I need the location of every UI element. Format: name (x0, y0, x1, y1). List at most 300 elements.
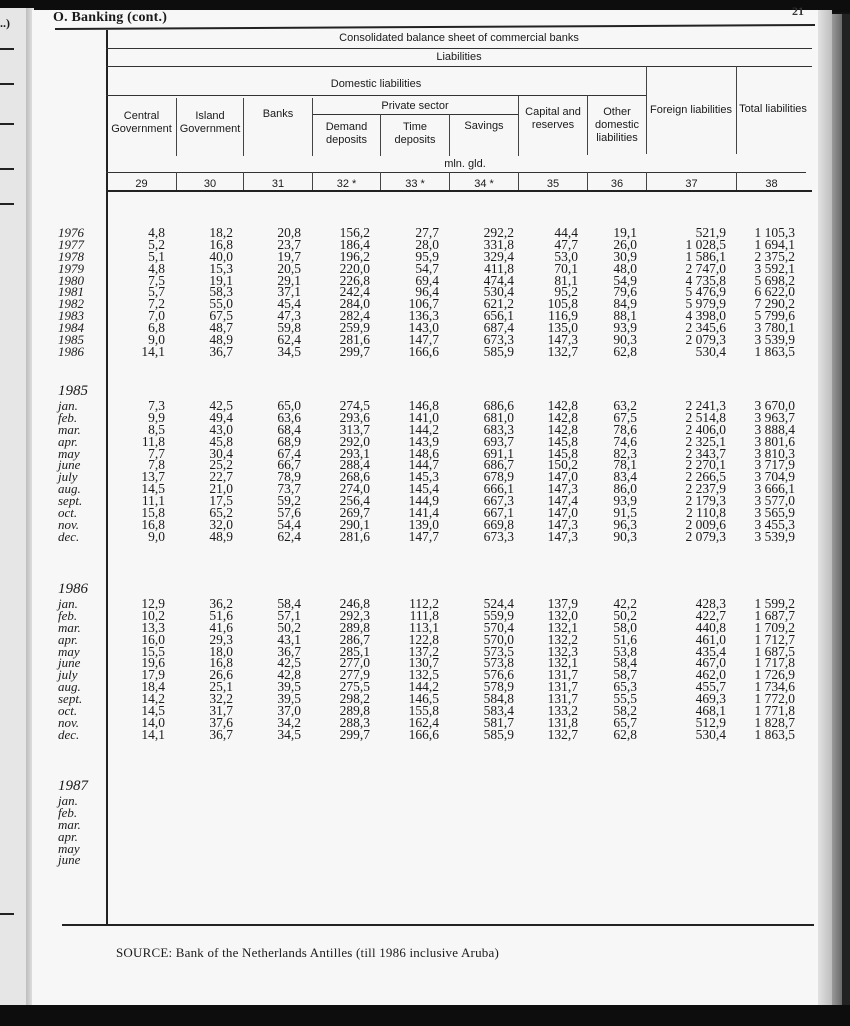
data-column (582, 227, 637, 358)
table-cell: 58,2 (613, 703, 637, 719)
row-label: jan. (58, 398, 78, 413)
source-note: SOURCE: Bank of the Netherlands Antilles (till 1986 inclusive Aruba) (116, 945, 499, 960)
row-label: aug. (58, 481, 81, 497)
table-cell: 132,5 (408, 667, 439, 683)
table-cell: 148,6 (408, 445, 439, 461)
table-cell: 58,4 (613, 655, 637, 671)
table-cell: 62,8 (613, 343, 637, 359)
page-stack-edge (832, 14, 842, 1008)
row-label: nov. (58, 714, 80, 730)
table-cell: 16,8 (209, 655, 233, 671)
table-cell: 36,7 (209, 343, 233, 359)
table-cell: 2 266,5 (685, 469, 726, 485)
table-cell: 1 828,7 (754, 714, 795, 730)
data-column (518, 227, 578, 358)
table-cell: 277,0 (339, 655, 370, 671)
table-cell: 1 709,2 (754, 619, 795, 635)
page-number: 21 (792, 4, 804, 18)
table-cell: 59,8 (277, 320, 301, 336)
table-cell: 147,3 (547, 516, 578, 532)
table-cell: 9,0 (148, 332, 165, 348)
table-cell: 3 801,6 (754, 433, 795, 449)
col-number: 35 (546, 178, 560, 190)
table-cell: 242,4 (339, 284, 370, 300)
table-cell: 142,8 (547, 409, 578, 425)
data-column (646, 400, 726, 543)
table-cell: 269,7 (339, 505, 370, 521)
table-cell: 84,9 (613, 296, 637, 312)
table-cell: 13,7 (141, 469, 165, 485)
row-label: june (58, 852, 81, 868)
table-cell: 435,4 (695, 643, 726, 659)
data-column (310, 227, 370, 358)
table-cell: 68,9 (277, 433, 301, 449)
table-cell: 27,7 (415, 225, 439, 240)
table-cell: 41,6 (209, 619, 233, 635)
table-cell: 145,8 (547, 445, 578, 461)
table-cell: 137,9 (547, 596, 578, 611)
table-cell: 40,0 (209, 248, 233, 264)
table-cell: 293,6 (339, 409, 370, 425)
table-cell: 29,1 (277, 272, 301, 288)
table-cell: 39,5 (277, 691, 301, 707)
table-cell: 1 863,5 (754, 343, 795, 359)
group-private-label: Private sector (381, 100, 449, 112)
table-cell: 15,5 (141, 643, 165, 659)
table-cell: 289,8 (339, 703, 370, 719)
header-rule (106, 172, 806, 173)
table-cell: 50,2 (613, 607, 637, 623)
col-header-total: Total liabilities (739, 103, 807, 115)
table-cell: 29,3 (209, 631, 233, 647)
table-cell: 147,0 (547, 505, 578, 521)
row-label: may (58, 445, 80, 461)
table-cell: 3 670,0 (754, 398, 795, 413)
table-cell: 42,2 (613, 596, 637, 611)
table-cell: 28,0 (415, 236, 439, 252)
table-cell: 2 179,3 (685, 493, 726, 509)
row-label: jan. (58, 793, 78, 808)
table-cell: 1 028,5 (685, 236, 726, 252)
table-cell: 131,7 (547, 679, 578, 695)
table-cell: 428,3 (695, 596, 726, 611)
table-cell: 135,0 (547, 320, 578, 336)
table-cell: 274,0 (339, 481, 370, 497)
table-cell: 687,4 (483, 320, 514, 336)
header-bottom-rule (106, 190, 812, 192)
table-cell: 246,8 (339, 596, 370, 611)
table-cell: 1 687,5 (754, 643, 795, 659)
table-cell: 36,7 (209, 726, 233, 742)
col-header-foreign: Foreign liabilities (650, 104, 732, 116)
table-cell: 259,9 (339, 320, 370, 336)
table-cell: 669,8 (483, 516, 514, 532)
table-cell: 7,5 (148, 272, 165, 288)
header-rule (106, 48, 812, 49)
data-column (173, 598, 233, 741)
data-column (105, 598, 165, 741)
data-column (646, 227, 726, 358)
table-cell: 2 345,6 (685, 320, 726, 336)
table-cell: 3 565,9 (754, 505, 795, 521)
table-cell: 20,8 (277, 225, 301, 240)
table-cell: 95,9 (415, 248, 439, 264)
table-cell: 12,9 (141, 596, 165, 611)
facing-page-rule (0, 48, 14, 50)
table-cell: 145,3 (408, 469, 439, 485)
row-label: feb. (58, 607, 78, 623)
table-cell: 281,6 (339, 332, 370, 348)
row-label: 1976 (58, 225, 84, 240)
row-label: 1983 (58, 308, 84, 324)
col-header-banks: Banks (262, 108, 294, 120)
data-column (310, 400, 370, 543)
table-cell: 78,6 (613, 421, 637, 437)
col-header-savings: Savings (464, 120, 504, 132)
table-cell: 21,0 (209, 481, 233, 497)
table-cell: 54,7 (415, 260, 439, 276)
table-cell: 142,8 (547, 398, 578, 413)
table-cell: 44,4 (554, 225, 578, 240)
table-cell: 37,6 (209, 714, 233, 730)
table-cell: 621,2 (483, 296, 514, 312)
table-cell: 67,5 (209, 308, 233, 324)
table-cell: 530,4 (695, 343, 726, 359)
data-column (582, 400, 637, 543)
row-label: apr. (58, 828, 78, 844)
table-cell: 288,3 (339, 714, 370, 730)
table-cell: 42,8 (277, 667, 301, 683)
table-cell: 34,5 (277, 343, 301, 359)
table-cell: 136,3 (408, 308, 439, 324)
table-cell: 678,9 (483, 469, 514, 485)
page-stack-edge (842, 14, 850, 1008)
table-cell: 331,8 (483, 236, 514, 252)
data-column (582, 598, 637, 741)
table-cell: 79,6 (613, 284, 637, 300)
table-cell: 4,8 (148, 260, 165, 276)
table-cell: 58,3 (209, 284, 233, 300)
table-cell: 30,4 (209, 445, 233, 461)
scan-bottom-shadow (0, 1005, 850, 1026)
table-cell: 666,1 (483, 481, 514, 497)
row-label: 1977 (58, 236, 84, 252)
table-cell: 686,7 (483, 457, 514, 473)
table-cell: 667,3 (483, 493, 514, 509)
table-cell: 147,7 (408, 332, 439, 348)
table-cell: 83,4 (613, 469, 637, 485)
row-label: jan. (58, 596, 78, 611)
table-cell: 1 734,6 (754, 679, 795, 695)
table-cell: 281,6 (339, 528, 370, 544)
table-cell: 93,9 (613, 493, 637, 509)
table-cell: 144,2 (408, 421, 439, 437)
table-cell: 48,9 (209, 332, 233, 348)
table-cell: 576,6 (483, 667, 514, 683)
table-cell: 68,4 (277, 421, 301, 437)
table-cell: 2 110,8 (686, 505, 726, 521)
table-cell: 1 726,9 (754, 667, 795, 683)
table-cell: 65,0 (277, 398, 301, 413)
table-cell: 106,7 (408, 296, 439, 312)
table-cell: 111,8 (409, 607, 439, 623)
table-cell: 57,6 (277, 505, 301, 521)
table-cell: 284,0 (339, 296, 370, 312)
table-cell: 36,7 (277, 643, 301, 659)
data-column (454, 400, 514, 543)
table-cell: 673,3 (483, 332, 514, 348)
table-cell: 105,8 (547, 296, 578, 312)
table-cell: 93,9 (613, 320, 637, 336)
table-cell: 313,7 (339, 421, 370, 437)
table-cell: 7,7 (148, 445, 165, 461)
row-label: 1982 (58, 296, 84, 312)
table-cell: 19,1 (209, 272, 233, 288)
table-cell: 15,3 (209, 260, 233, 276)
table-cell: 1 863,5 (754, 726, 795, 742)
row-label: nov. (58, 516, 80, 532)
table-cell: 282,4 (339, 308, 370, 324)
table-cell: 329,4 (483, 248, 514, 264)
table-cell: 7,8 (148, 457, 165, 473)
header-divider (646, 66, 647, 154)
table-cell: 49,4 (209, 409, 233, 425)
table-cell: 132,0 (547, 607, 578, 623)
table-cell: 530,4 (483, 284, 514, 300)
table-cell: 3 780,1 (754, 320, 795, 336)
table-cell: 292,0 (339, 433, 370, 449)
row-label: sept. (58, 691, 83, 707)
table-cell: 5 979,9 (685, 296, 726, 312)
table-cell: 299,7 (339, 726, 370, 742)
table-cell: 11,1 (141, 493, 165, 509)
table-cell: 132,7 (547, 343, 578, 359)
table-cell: 530,4 (695, 726, 726, 742)
table-cell: 3 888,4 (754, 421, 795, 437)
table-cell: 55,0 (209, 296, 233, 312)
table-cell: 36,2 (209, 596, 233, 611)
header-divider (243, 98, 244, 156)
col-number: 33 * (405, 178, 425, 190)
table-cell: 20,5 (277, 260, 301, 276)
table-cell: 683,3 (483, 421, 514, 437)
table-cell: 63,6 (277, 409, 301, 425)
table-cell: 51,6 (209, 607, 233, 623)
row-label: 1978 (58, 248, 84, 264)
row-label: 1979 (58, 260, 84, 276)
col-number: 30 (203, 178, 217, 190)
data-column (379, 400, 439, 543)
col-number: 29 (135, 178, 148, 190)
table-cell: 7,2 (148, 296, 165, 312)
table-cell: 468,1 (695, 703, 726, 719)
table-cell: 25,1 (209, 679, 233, 695)
data-column (518, 598, 578, 741)
table-cell: 6,8 (148, 320, 165, 336)
col-number: 32 * (336, 178, 357, 190)
table-cell: 1 712,7 (754, 631, 795, 647)
data-column (518, 400, 578, 543)
table-cell: 18,0 (209, 643, 233, 659)
header-rule (106, 66, 812, 67)
table-cell: 47,7 (554, 236, 578, 252)
facing-page-rule (0, 168, 14, 170)
table-cell: 573,5 (483, 643, 514, 659)
table-cell: 9,9 (148, 409, 165, 425)
row-label: 1984 (58, 320, 84, 336)
table-cell: 73,7 (277, 481, 301, 497)
data-column (241, 598, 301, 741)
table-cell: 3 592,1 (754, 260, 795, 276)
table-cell: 512,9 (695, 714, 726, 730)
table-cell: 2 237,9 (685, 481, 726, 497)
table-cell: 132,1 (547, 655, 578, 671)
table-cell: 39,5 (277, 679, 301, 695)
table-cell: 96,4 (415, 284, 439, 300)
table-cell: 667,1 (483, 505, 514, 521)
col-header-capital-reserves: Capital and reserves (525, 106, 581, 131)
table-cell: 131,7 (547, 691, 578, 707)
table-cell: 145,4 (408, 481, 439, 497)
table-cell: 81,1 (554, 272, 578, 288)
table-cell: 1 772,0 (754, 691, 795, 707)
table-cell: 13,3 (141, 619, 165, 635)
table-cell: 4,8 (148, 225, 165, 240)
row-label: apr. (58, 433, 78, 449)
unit-label: mln. gld. (444, 158, 486, 170)
table-cell: 461,0 (695, 631, 726, 647)
table-cell: 122,8 (408, 631, 439, 647)
table-cell: 19,7 (277, 248, 301, 264)
table-cell: 131,8 (547, 714, 578, 730)
table-cell: 132,1 (547, 619, 578, 635)
table-cell: 43,1 (277, 631, 301, 647)
table-cell: 145,8 (547, 433, 578, 449)
data-column (646, 598, 726, 741)
table-cell: 16,8 (209, 236, 233, 252)
table-cell: 130,7 (408, 655, 439, 671)
table-cell: 3 455,3 (754, 516, 795, 532)
table-cell: 1 694,1 (754, 236, 795, 252)
table-cell: 3 704,9 (754, 469, 795, 485)
table-cell: 268,6 (339, 469, 370, 485)
table-cell: 422,7 (695, 607, 726, 623)
table-cell: 290,1 (339, 516, 370, 532)
table-cell: 144,9 (408, 493, 439, 509)
table-cell: 411,8 (484, 260, 514, 276)
table-cell: 147,0 (547, 469, 578, 485)
table-cell: 90,3 (613, 332, 637, 348)
table-cell: 299,7 (339, 343, 370, 359)
row-label: 1985 (58, 332, 84, 348)
table-cell: 1 599,2 (754, 596, 795, 611)
page-title: O. Banking (cont.) (53, 10, 168, 25)
table-cell: 62,8 (613, 726, 637, 742)
table-cell: 1 771,8 (754, 703, 795, 719)
table-cell: 58,7 (613, 667, 637, 683)
col-number: 34 * (474, 178, 494, 190)
table-cell: 14,2 (141, 691, 165, 707)
table-cell: 256,4 (339, 493, 370, 509)
table-cell: 2 270,1 (685, 457, 726, 473)
table-cell: 144,2 (408, 679, 439, 695)
data-column (454, 227, 514, 358)
table-cell: 50,2 (277, 619, 301, 635)
table-cell: 132,3 (547, 643, 578, 659)
table-cell: 26,6 (209, 667, 233, 683)
table-cell: 14,5 (141, 703, 165, 719)
table-cell: 6 622,0 (754, 284, 795, 300)
col-header-central-gov: Central Government (111, 110, 172, 135)
row-label: july (58, 667, 78, 683)
table-cell: 7,0 (148, 308, 165, 324)
table-cell: 96,3 (613, 516, 637, 532)
table-cell: 82,3 (613, 445, 637, 461)
table-cell: 293,1 (339, 445, 370, 461)
table-cell: 289,8 (339, 619, 370, 635)
table-cell: 54,4 (277, 516, 301, 532)
table-cell: 15,8 (141, 505, 165, 521)
table-cell: 274,5 (339, 398, 370, 413)
block-year-heading: 1986 (58, 581, 88, 597)
block-year-heading: 1987 (58, 778, 88, 794)
table-cell: 32,2 (209, 691, 233, 707)
table-cell: 42,5 (209, 398, 233, 413)
col-number: 38 (765, 178, 778, 190)
table-cell: 14,5 (141, 481, 165, 497)
table-cell: 8,5 (148, 421, 165, 437)
table-cell: 55,5 (613, 691, 637, 707)
table-cell: 5 799,6 (754, 308, 795, 324)
table-cell: 86,0 (613, 481, 637, 497)
table-cell: 5 698,2 (754, 272, 795, 288)
table-cell: 166,6 (408, 343, 439, 359)
row-label: apr. (58, 631, 78, 647)
block-year-heading: 1985 (58, 383, 88, 399)
table-cell: 2 343,7 (685, 445, 726, 461)
table-cell: 141,0 (408, 409, 439, 425)
table-cell: 66,7 (277, 457, 301, 473)
table-cell: 521,9 (695, 225, 726, 240)
table-cell: 51,6 (613, 631, 637, 647)
table-cell: 2 375,2 (754, 248, 795, 264)
table-cell: 147,3 (547, 481, 578, 497)
table-cell: 3 810,3 (754, 445, 795, 461)
table-cell: 155,8 (408, 703, 439, 719)
header-rule (312, 114, 518, 115)
table-cell: 166,6 (408, 726, 439, 742)
table-cell: 18,2 (209, 225, 233, 240)
row-label: 1981 (58, 284, 84, 300)
table-cell: 25,2 (209, 457, 233, 473)
table-cell: 7 290,2 (754, 296, 795, 312)
col-header-demand-deposits: Demand deposits (325, 121, 368, 146)
table-cell: 440,8 (695, 619, 726, 635)
table-cell: 113,1 (409, 619, 439, 635)
table-cell: 78,9 (277, 469, 301, 485)
table-cell: 585,9 (483, 726, 514, 742)
table-cell: 3 539,9 (754, 528, 795, 544)
table-cell: 58,0 (613, 619, 637, 635)
table-cell: 95,2 (554, 284, 578, 300)
data-column (725, 598, 795, 741)
table-cell: 585,9 (483, 343, 514, 359)
row-label: oct. (58, 703, 78, 719)
table-cell: 196,2 (339, 248, 370, 264)
data-column (241, 400, 301, 543)
table-cell: 59,2 (277, 493, 301, 509)
table-cell: 90,3 (613, 528, 637, 544)
